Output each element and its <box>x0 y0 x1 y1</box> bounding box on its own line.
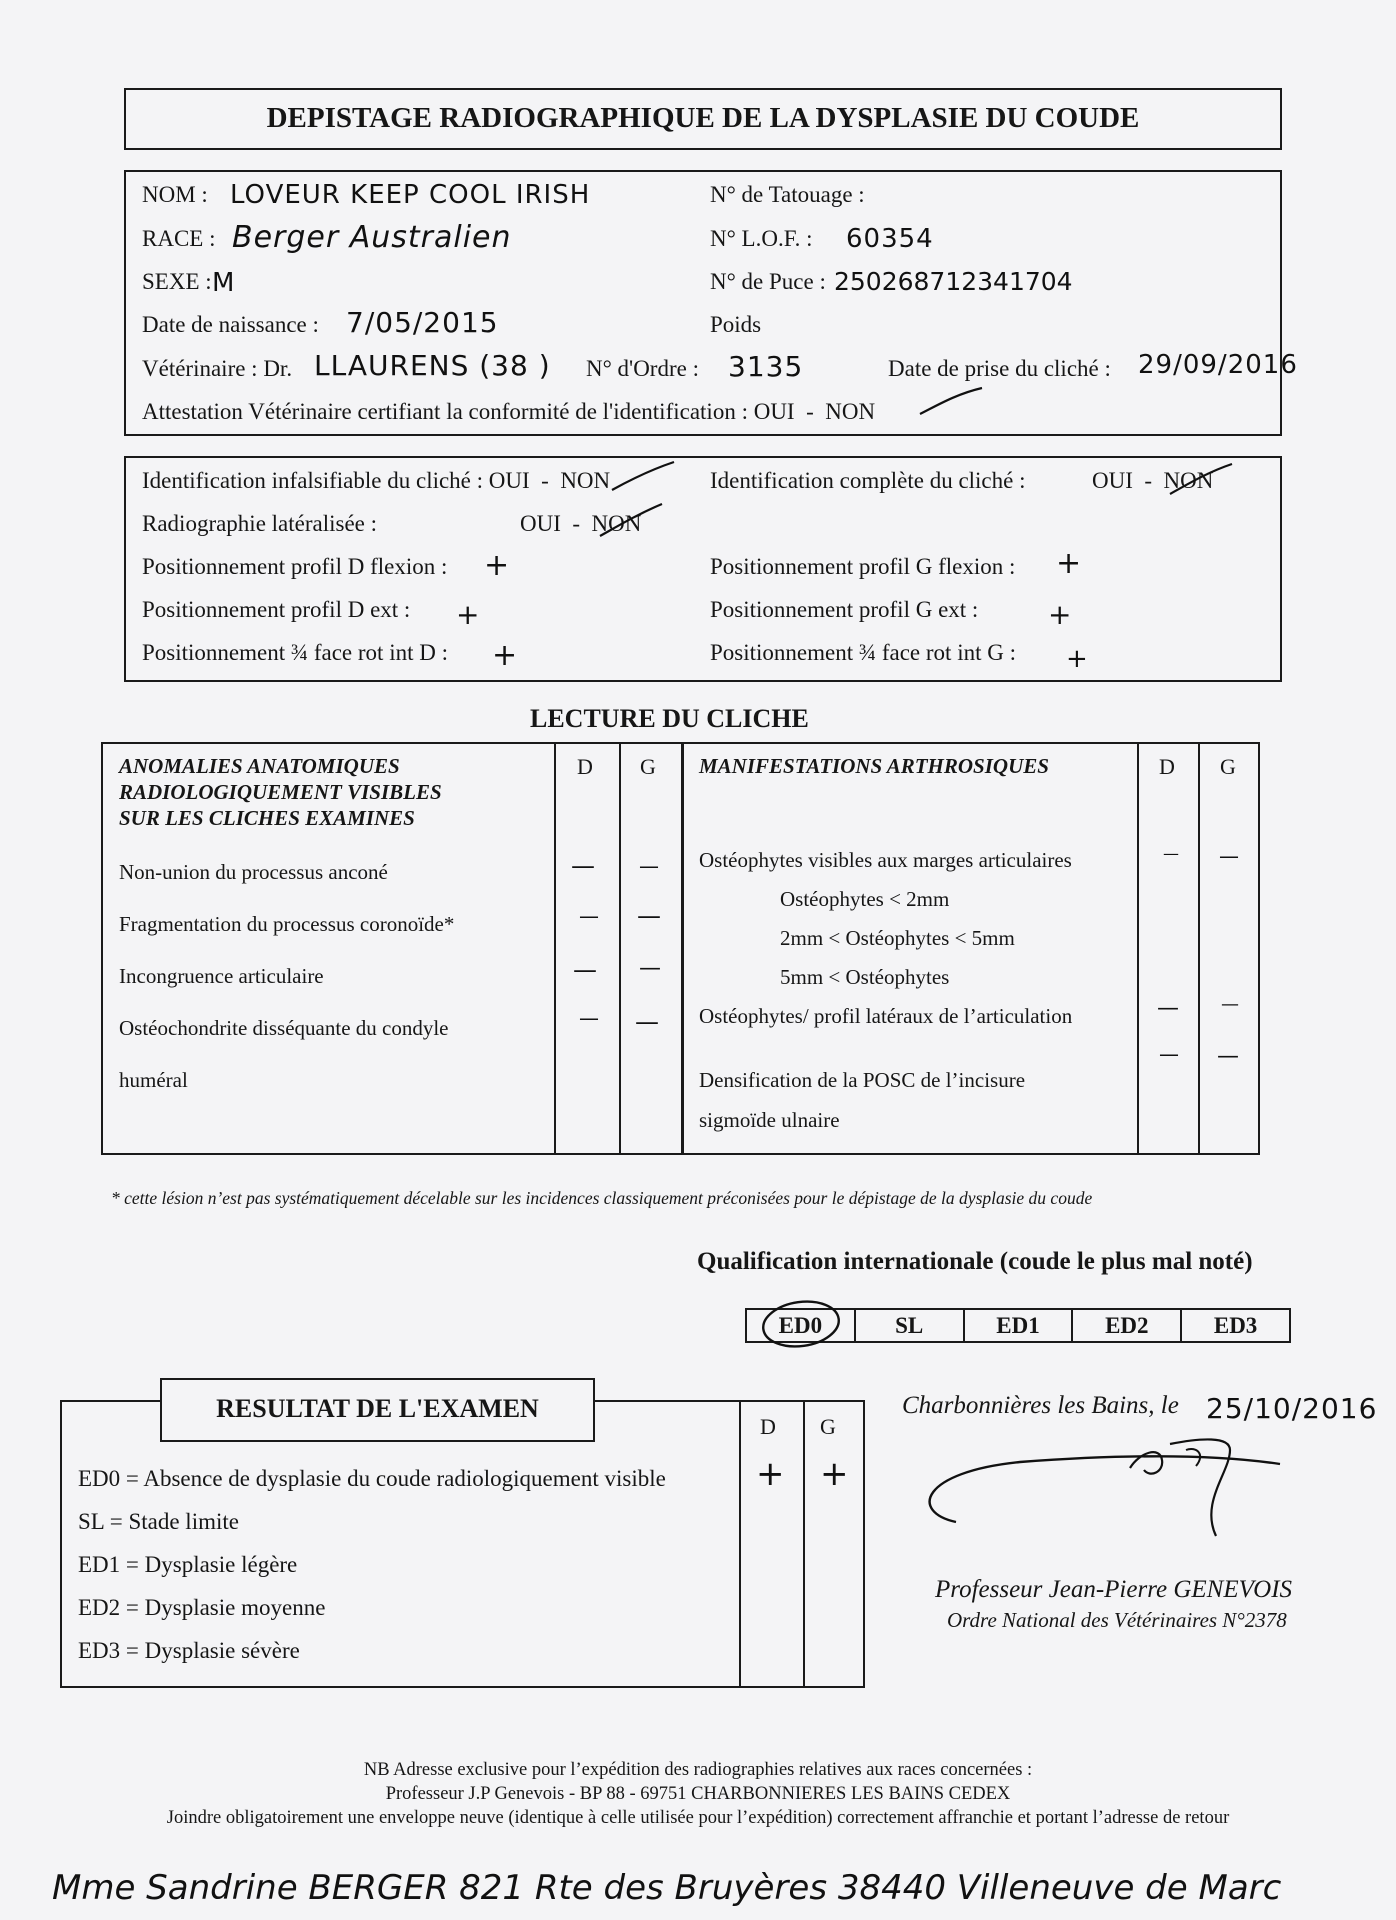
qual-option-ed3: ED3 <box>1213 1313 1258 1338</box>
pd-flexion-label: Positionnement profil D flexion : <box>142 554 448 579</box>
right-dash-d-2: — <box>1157 996 1180 1021</box>
rot-g-label: Positionnement ¾ face rot int G : <box>710 640 1016 665</box>
left-dash-g-3: — <box>639 956 662 981</box>
signature-date: 25/10/2016 <box>1206 1392 1378 1425</box>
left-header-line-2: RADIOLOGIQUEMENT VISIBLES <box>119 780 442 804</box>
left-row-humeral: huméral <box>119 1068 188 1092</box>
pd-ext-mark: + <box>456 598 481 631</box>
right-row-sigmoide: sigmoïde ulnaire <box>699 1108 840 1132</box>
signature <box>900 1432 1300 1552</box>
race-value: Berger Australien <box>232 220 512 255</box>
poids-label: Poids <box>710 312 762 337</box>
lecture-table <box>101 742 1260 1155</box>
attestation-label: Attestation Vétérinaire certifiant la conformité de l'identification : OUI - NON <box>142 399 876 424</box>
qual-option-sl: SL <box>856 1310 965 1341</box>
right-dash-g-2: — <box>1221 994 1240 1015</box>
left-col-g-header: G <box>640 754 656 779</box>
right-dash-d-3: — <box>1159 1042 1180 1066</box>
left-dash-d-4: — <box>579 1006 600 1030</box>
footnote: * cette lésion n’est pas systématiquement décelable sur les incidences classiquement préconisées pour le dépistage de la dysplasie du coude <box>111 1188 1093 1208</box>
left-dash-d-1: — <box>571 852 596 880</box>
left-col-d-header: D <box>577 754 593 779</box>
left-row-non-union: Non-union du processus anconé <box>119 860 388 884</box>
left-dash-d-3: — <box>573 956 598 984</box>
col-divider-1 <box>554 744 556 1153</box>
resultat-col-g: G <box>820 1414 836 1439</box>
right-dash-d-1: — <box>1163 844 1180 863</box>
ordre-label: N° d'Ordre : <box>586 356 699 381</box>
resultat-row-ed2: ED2 = Dysplasie moyenne <box>78 1595 326 1620</box>
right-row-gt-5mm: 5mm < Ostéophytes <box>780 965 950 989</box>
right-row-lt-2mm: Ostéophytes < 2mm <box>780 887 950 911</box>
pg-flexion-label: Positionnement profil G flexion : <box>710 554 1016 579</box>
left-header-line-3: SUR LES CLICHES EXAMINES <box>119 806 415 830</box>
lateralisee-non-strike <box>596 500 666 542</box>
rot-d-mark: + <box>492 638 519 673</box>
naissance-label: Date de naissance : <box>142 312 319 337</box>
col-divider-5 <box>1198 744 1200 1153</box>
qual-option-ed2: ED2 <box>1073 1310 1182 1341</box>
signatory-name: Professeur Jean-Pierre GENEVOIS <box>935 1576 1293 1603</box>
right-row-densification: Densification de la POSC de l’incisure <box>699 1068 1026 1092</box>
prise-value: 29/09/2016 <box>1138 350 1298 380</box>
naissance-value: 7/05/2015 <box>346 306 499 339</box>
document-title: DEPISTAGE RADIOGRAPHIQUE DE LA DYSPLASIE DU COUDE <box>266 102 1140 134</box>
right-header: MANIFESTATIONS ARTHROSIQUES <box>699 754 1049 778</box>
resultat-row-sl: SL = Stade limite <box>78 1509 239 1534</box>
puce-value: 250268712341704 <box>834 267 1073 296</box>
signature-place: Charbonnières les Bains, le <box>902 1392 1179 1419</box>
qual-option-ed0: ED0 <box>747 1310 856 1341</box>
right-row-profil-lateraux: Ostéophytes/ profil latéraux de l’articulation <box>699 1004 1073 1028</box>
left-row-fragmentation: Fragmentation du processus coronoïde* <box>119 912 455 936</box>
cliche-box <box>124 456 1282 682</box>
right-row-2-5mm: 2mm < Ostéophytes < 5mm <box>780 926 1015 950</box>
lateralisee-label: Radiographie latéralisée : <box>142 511 378 536</box>
infalsifiable-label: Identification infalsifiable du cliché : OUI - NON <box>142 468 611 493</box>
left-dash-g-2: — <box>637 902 662 930</box>
rot-d-label: Positionnement ¾ face rot int D : <box>142 640 448 665</box>
resultat-row-ed0: ED0 = Absence de dysplasie du coude radiologiquement visible <box>78 1466 666 1491</box>
sexe-value: M <box>212 268 236 298</box>
ordre-value: 3135 <box>728 350 804 383</box>
left-row-incongruence: Incongruence articulaire <box>119 964 324 988</box>
left-dash-g-1: — <box>639 854 660 878</box>
complete-label: Identification complète du cliché : <box>710 468 1026 493</box>
resultat-row-ed3: ED3 = Dysplasie sévère <box>78 1638 300 1663</box>
prise-label: Date de prise du cliché : <box>888 356 1111 381</box>
left-dash-d-2: — <box>579 904 600 928</box>
handwritten-return-address: Mme Sandrine BERGER 821 Rte des Bruyères 38440 Villeneuve de Marc <box>52 1868 1282 1908</box>
pg-ext-mark: + <box>1048 598 1073 631</box>
left-header-line-1: ANOMALIES ANATOMIQUES <box>119 754 400 778</box>
complete-choice: OUI - NON <box>1092 468 1214 493</box>
footer-line-3: Joindre obligatoirement une enveloppe neuve (identique à celle utilisée pour l’expédition) correctement affranchie et portant l’adresse de retour <box>166 1808 1230 1828</box>
lecture-title: LECTURE DU CLICHE <box>530 704 809 733</box>
infalsifiable-non-strike <box>608 458 678 496</box>
pg-flexion-mark: + <box>1056 546 1083 581</box>
right-dash-g-1: — <box>1219 844 1240 868</box>
identity-box <box>124 170 1298 436</box>
puce-label: N° de Puce : <box>710 269 826 294</box>
pg-ext-label: Positionnement profil G ext : <box>710 597 979 622</box>
right-col-d-header: D <box>1159 754 1175 779</box>
resultat-mark-d: + <box>756 1454 786 1494</box>
resultat-col-d: D <box>760 1414 776 1439</box>
lateralisee-choice: OUI - NON <box>520 511 642 536</box>
col-divider-4 <box>1137 744 1139 1153</box>
right-col-g-header: G <box>1220 754 1236 779</box>
signatory-ordre: Ordre National des Vétérinaires N°2378 <box>947 1608 1287 1632</box>
tatouage-label: N° de Tatouage : <box>710 182 865 207</box>
pd-ext-label: Positionnement profil D ext : <box>142 597 411 622</box>
qual-option-ed1: ED1 <box>965 1310 1074 1341</box>
resultat-row-ed1: ED1 = Dysplasie légère <box>78 1552 298 1577</box>
pd-flexion-mark: + <box>484 548 511 583</box>
footer-line-1: NB Adresse exclusive pour l’expédition des radiographies relatives aux races concernées : <box>363 1760 1033 1780</box>
complete-non-strike <box>1166 460 1236 500</box>
lof-label: N° L.O.F. : <box>710 226 813 251</box>
col-divider-3 <box>681 744 684 1153</box>
col-divider-2 <box>619 744 621 1153</box>
resultat-divider-2 <box>803 1402 805 1686</box>
ed0-selection-circle <box>758 1294 844 1350</box>
left-dash-g-4: — <box>635 1008 660 1036</box>
nom-value: LOVEUR KEEP COOL IRISH <box>230 180 591 210</box>
title-box <box>124 88 1282 150</box>
vet-value: LLAURENS (38 ) <box>314 349 551 382</box>
lof-value: 60354 <box>846 224 934 254</box>
left-row-osteochondrite: Ostéochondrite disséquante du condyle <box>119 1016 449 1040</box>
resultat-divider-1 <box>739 1402 741 1686</box>
vet-label: Vétérinaire : Dr. <box>142 356 293 381</box>
resultat-title: RESULTAT DE L'EXAMEN <box>216 1394 539 1423</box>
rot-g-mark: + <box>1066 644 1089 674</box>
sexe-label: SEXE : <box>142 269 212 294</box>
non-strike-mark <box>916 384 986 420</box>
right-row-osteophytes-marges: Ostéophytes visibles aux marges articulaires <box>699 848 1072 872</box>
race-label: RACE : <box>142 226 216 251</box>
resultat-mark-g: + <box>820 1454 850 1494</box>
qualification-title: Qualification internationale (coude le plus mal noté) <box>697 1248 1253 1275</box>
nom-label: NOM : <box>142 182 208 207</box>
right-dash-g-3: — <box>1217 1044 1240 1069</box>
resultat-box <box>60 1400 865 1688</box>
footer-line-2: Professeur J.P Genevois - BP 88 - 69751 CHARBONNIERES LES BAINS CEDEX <box>385 1784 1011 1804</box>
resultat-title-box <box>160 1378 595 1442</box>
